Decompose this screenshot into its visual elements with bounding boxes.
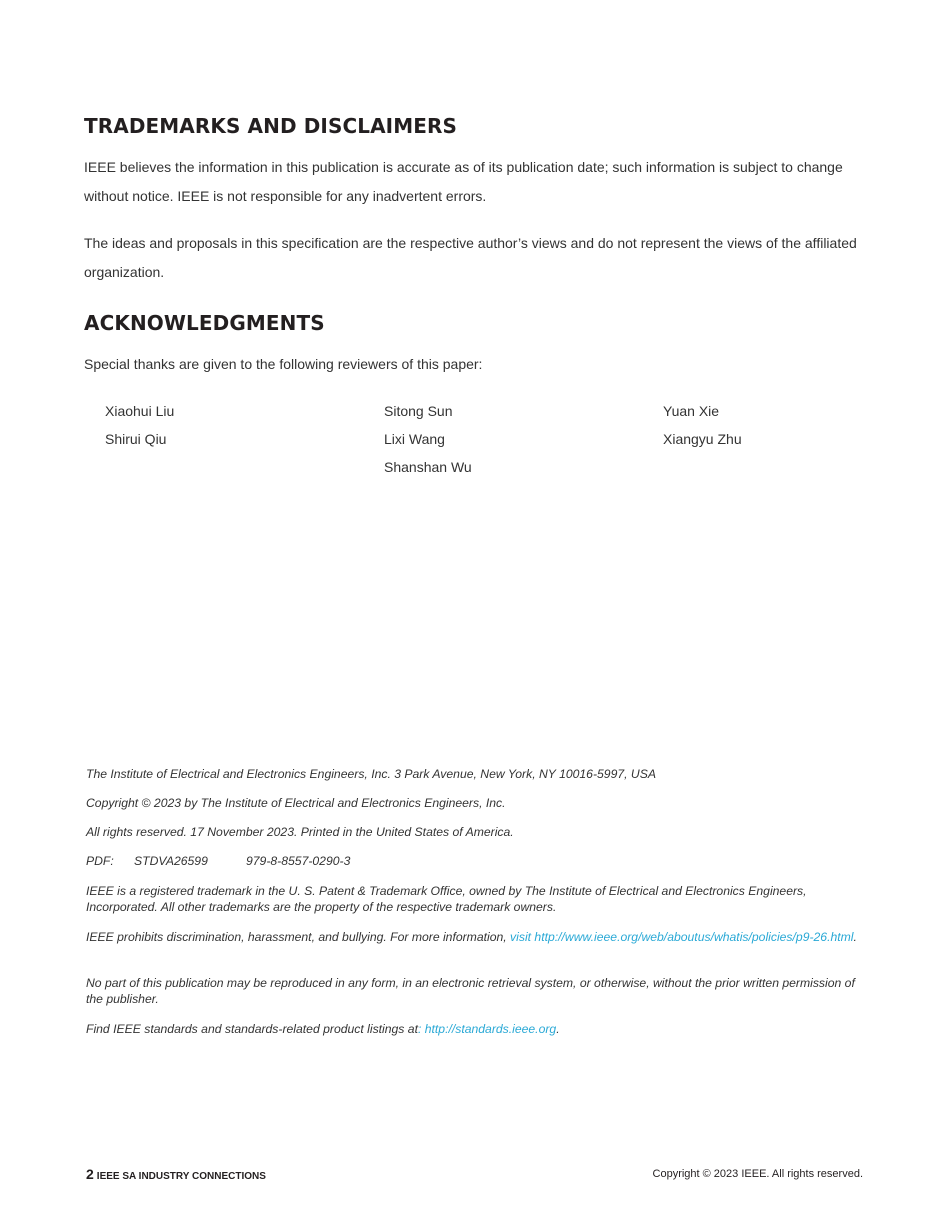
reproduction-notice: No part of this publication may be reproduced in any form, in an electronic retrieval system, or otherwise, without the prior written permission of the publisher. bbox=[86, 976, 855, 1006]
reviewer-name: Shanshan Wu bbox=[384, 459, 472, 475]
publisher-copyright: Copyright © 2023 by The Institute of Electrical and Electronics Engineers, Inc. bbox=[86, 796, 506, 810]
page-footer-left bbox=[86, 1166, 266, 1182]
footer-copyright: Copyright © 2023 IEEE. All rights reserved. bbox=[652, 1168, 863, 1180]
policy-link[interactable]: visit http://www.ieee.org/web/aboutus/whatis/policies/p9-26.html bbox=[510, 930, 854, 944]
discrimination-period: . bbox=[853, 930, 857, 944]
discrimination-text: IEEE prohibits discrimination, harassment, and bullying. For more information, bbox=[86, 930, 511, 944]
reviewer-name: Sitong Sun bbox=[384, 403, 453, 419]
rights-statement: All rights reserved. 17 November 2023. Printed in the United States of America. bbox=[86, 825, 514, 839]
discrimination-notice bbox=[86, 929, 866, 945]
page-number: 2 bbox=[86, 1166, 94, 1182]
views-disclaimer: The ideas and proposals in this specification are the respective author’s views and do not represent the views of the affiliated organization. bbox=[84, 235, 857, 280]
reviewer-name: Xiangyu Zhu bbox=[663, 431, 742, 447]
pdf-code: STDVA26599 bbox=[134, 854, 208, 868]
reviewer-name: Lixi Wang bbox=[384, 431, 445, 447]
standards-link[interactable]: : http://standards.ieee.org bbox=[417, 1022, 557, 1036]
reviewer-name: Yuan Xie bbox=[663, 403, 720, 419]
series-name: IEEE SA INDUSTRY CONNECTIONS bbox=[96, 1171, 266, 1182]
standards-period: . bbox=[556, 1022, 560, 1036]
reviewer-name: Shirui Qiu bbox=[105, 431, 167, 447]
acknowledgments-heading: ACKNOWLEDGMENTS bbox=[84, 311, 325, 335]
publisher-address: The Institute of Electrical and Electronics Engineers, Inc. 3 Park Avenue, New York, NY 10016-5997, USA bbox=[86, 767, 656, 781]
trademark-notice: IEEE is a registered trademark in the U. S. Patent & Trademark Office, owned by The Institute of Electrical and Electronics Engineers, Incorporated. All other trademarks are the property of the respective trademark owners. bbox=[86, 884, 807, 914]
reviewer-name: Xiaohui Liu bbox=[105, 403, 175, 419]
pdf-isbn: 979-8-8557-0290-3 bbox=[246, 854, 351, 868]
standards-notice bbox=[86, 1021, 866, 1037]
accuracy-disclaimer: IEEE believes the information in this publication is accurate as of its publication date; such information is subject to change without notice. IEEE is not responsible for any inadvertent errors. bbox=[84, 159, 843, 204]
trademarks-heading: TRADEMARKS AND DISCLAIMERS bbox=[84, 114, 457, 138]
pdf-identifiers bbox=[86, 853, 866, 869]
pdf-label: PDF: bbox=[86, 854, 114, 868]
standards-text: Find IEEE standards and standards-related product listings at bbox=[86, 1022, 418, 1036]
acknowledgments-intro: Special thanks are given to the following reviewers of this paper: bbox=[84, 356, 483, 372]
